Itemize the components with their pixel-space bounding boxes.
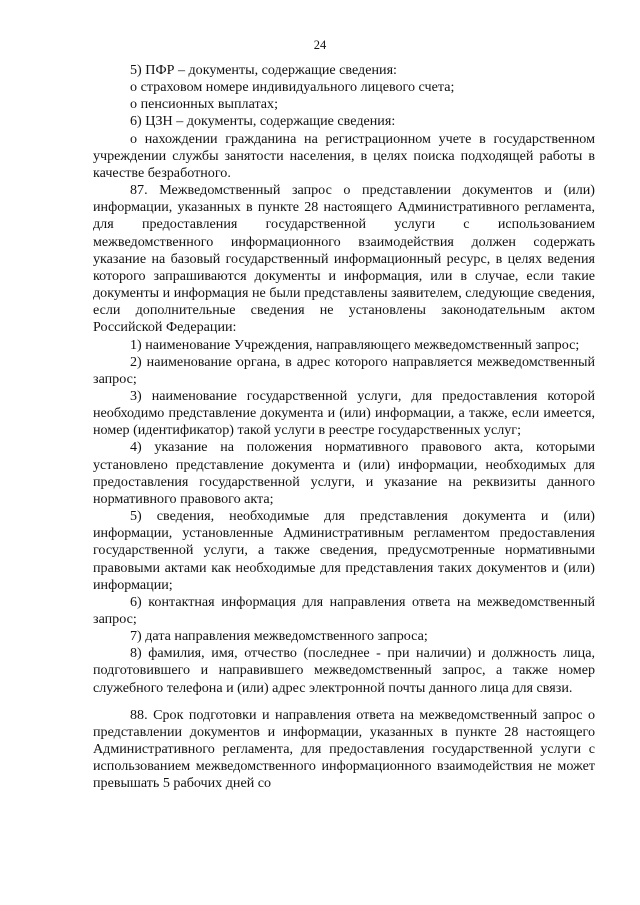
document-body xyxy=(93,62,595,793)
paragraph-pfr-heading: 5) ПФР – документы, содержащие сведения: xyxy=(130,62,397,78)
list-item-5: 5) сведения, необходимые для представления документа и (или) информации, установленные Административным регламентом предоставления государственной услуги, а также сведения, предусмотренные нормативными правовыми актами как необходимые для представления таких документов и (или) информации; xyxy=(93,508,595,593)
list-item-4: 4) указание на положения нормативного правового акта, которыми установлено представление документа и (или) информации, необходимых для предоставления государственной услуги, и указание на реквизиты данного нормативного правового акта; xyxy=(93,439,595,507)
list-item-2: 2) наименование органа, в адрес которого направляется межведомственный запрос; xyxy=(93,353,595,387)
paragraph-czn-item: о нахождении гражданина на регистрационном учете в государственном учреждении службы занятости населения, в целях поиска подходящей работы в качестве безработного. xyxy=(93,130,595,181)
list-item-7: 7) дата направления межведомственного запроса; xyxy=(130,628,428,645)
page-number: 24 xyxy=(313,38,327,52)
paragraph-czn-heading: 6) ЦЗН – документы, содержащие сведения: xyxy=(130,113,396,130)
paragraph-pfr-item-2: о пенсионных выплатах; xyxy=(130,96,279,113)
list-item-8: 8) фамилия, имя, отчество (последнее - при наличии) и должность лица, подготовившего и направившего межведомственный запрос, а также номер служебного телефона и (или) адрес электронной почты данного лица для связи. xyxy=(93,645,595,696)
paragraph-88: 88. Срок подготовки и направления ответа на межведомственный запрос о представлении документов и информации, указанных в пункте 28 настоящего Административного регламента, для предоставления государственной услуги с использованием межведомственного информационного взаимодействия не может превышать 5 рабочих дней со xyxy=(93,706,595,792)
paragraph-pfr-item-1: о страховом номере индивидуального лицевого счета; xyxy=(130,79,455,96)
list-item-1: 1) наименование Учреждения, направляющего межведомственный запрос; xyxy=(130,336,580,353)
paragraph-87: 87. Межведомственный запрос о представлении документов и (или) информации, указанных в пункте 28 настоящего Административного регламента, для предоставления государственной услуги с использованием межведомственного информационного взаимодействия должен содержать указание на базовый государственный информационный ресурс, в целях ведения которого запрашиваются документы и информация, или в случае, если такие документы и информация не были представлены заявителем, следующие сведения, если дополнительные сведения не установлены законодательным актом Российской Федерации: xyxy=(93,182,595,336)
list-item-3: 3) наименование государственной услуги, для предоставления которой необходимо представление документа и (или) информации, а также, если имеется, номер (идентификатор) такой услуги в реестре государственных услуг; xyxy=(93,387,595,439)
list-item-6: 6) контактная информация для направления ответа на межведомственный запрос; xyxy=(93,593,595,627)
